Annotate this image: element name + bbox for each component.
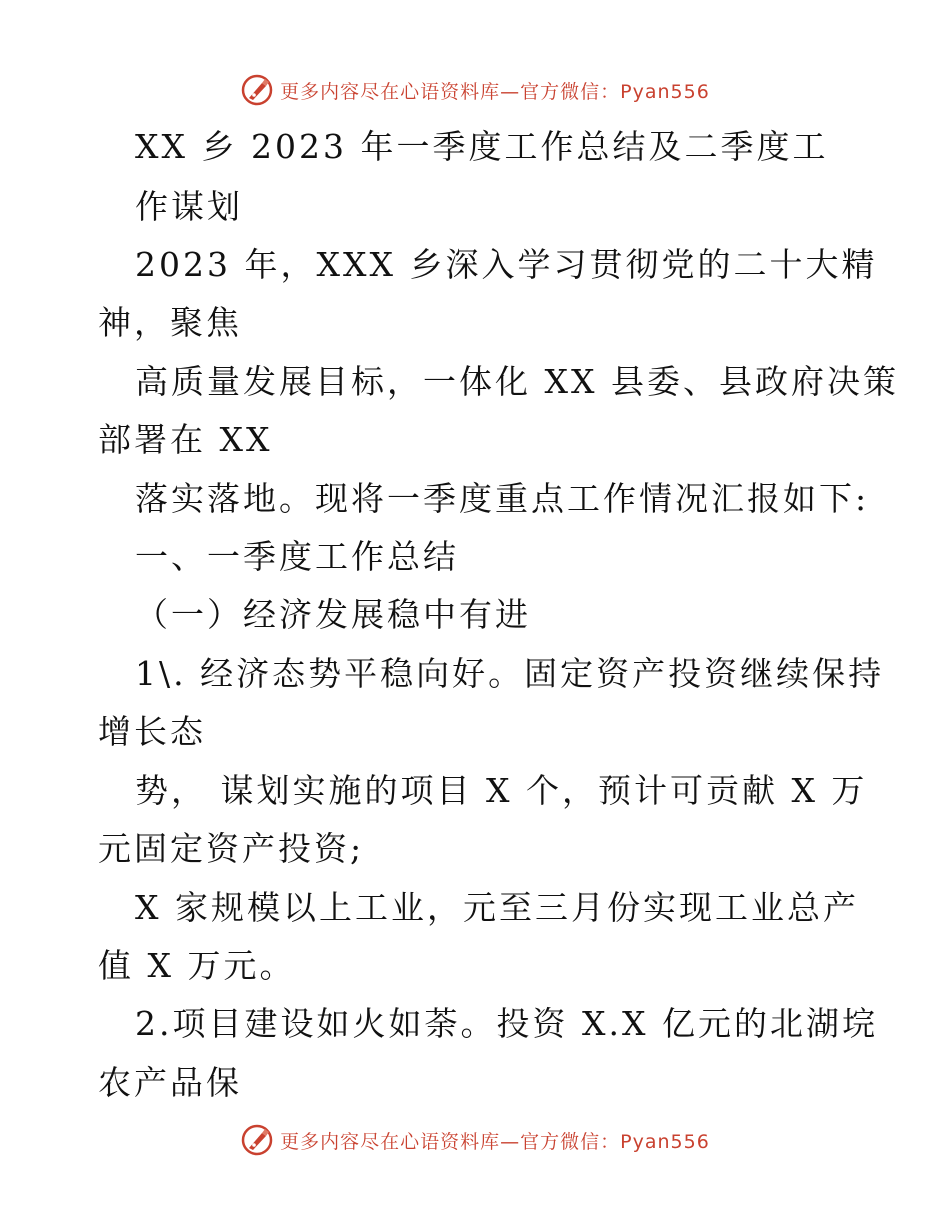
watermark-text: 更多内容尽在心语资料库—官方微信：Pyan556 [280, 1130, 710, 1153]
body-line: 势， 谋划实施的项目 X 个，预计可贡献 X 万 [135, 771, 868, 810]
watermark-banner-bottom [0, 1120, 950, 1160]
subsection-heading: （一）经济发展稳中有进 [135, 595, 531, 634]
watermark-text: 更多内容尽在心语资料库—官方微信：Pyan556 [280, 80, 710, 103]
body-line: 部署在 XX [98, 420, 273, 459]
section-heading: 一、一季度工作总结 [135, 537, 459, 576]
document-title-line-1: XX 乡 2023 年一季度工作总结及二季度工 [135, 127, 829, 166]
body-line: 高质量发展目标，一体化 XX 县委、县政府决策 [135, 362, 899, 401]
body-line: 2023 年，XXX 乡深入学习贯彻党的二十大精 [135, 245, 878, 284]
body-line: 增长态 [98, 712, 206, 751]
body-line: 落实落地。现将一季度重点工作情况汇报如下: [135, 479, 870, 518]
watermark-banner-top [0, 70, 950, 110]
document-title-line-2: 作谋划 [135, 187, 243, 226]
pen-nib-logo-icon [240, 1123, 274, 1157]
body-line: 值 X 万元。 [98, 946, 296, 985]
body-line: 神，聚焦 [98, 303, 242, 342]
body-line: 2.项目建设如火如荼。投资 X.X 亿元的北湖垸 [135, 1004, 878, 1043]
body-line: 元固定资产投资; [98, 829, 365, 868]
body-line: 农产品保 [98, 1063, 242, 1102]
pen-nib-logo-icon [240, 73, 274, 107]
body-line: 1\. 经济态势平稳向好。固定资产投资继续保持 [135, 654, 885, 693]
body-line: X 家规模以上工业，元至三月份实现工业总产 [135, 888, 859, 927]
